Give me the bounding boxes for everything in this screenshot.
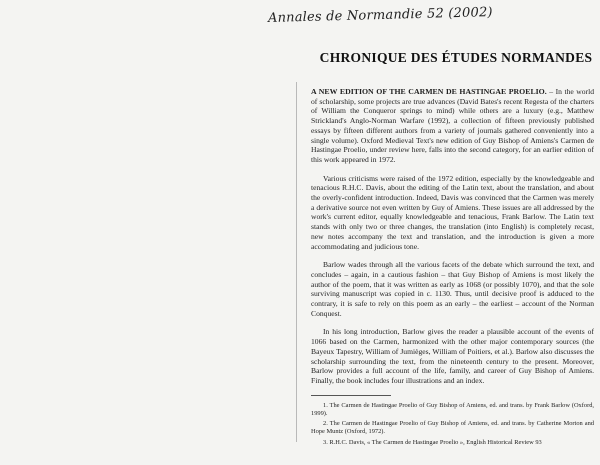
handwritten-citation: Annales de Normandie 52 (2002): [267, 5, 493, 26]
paragraph-2: Various criticisms were raised of the 1972 edition, especially by the knowledgeable and tenacious R.H.C. Davis, about the editing of the Latin text, about the translation, and about the overly-confident introduction. Indeed, Davis was convinced that the Carmen was merely a derivative source not even written by Guy of Amiens. These issues are all addressed by the work's current editor, equally knowledgeable and tenacious, Frank Barlow. The Latin text stands with only two or three changes, the translation (into English) is completely recast, new notes accompany the text and translation, and the introduction is given a more accommodating and judicious tone.: [311, 173, 594, 251]
paragraph-1-text: – In the world of scholarship, some projects are true advances (David Bates's recent Regesta of the charters of William the Conqueror springs to mind) while others are a luxury (e.g., Matthew Strickland's Anglo-Norman Warfare (1992), a collection of fifteen previously published essays by fifteen different authors from a variety of journals gathered conveniently into a single volume). Oxford Medieval Text's new edition of Guy Bishop of Amiens's Carmen de Hastingae Proelio, under review here, falls into the second category, for an earlier edition of this work appeared in 1972.: [311, 87, 594, 164]
article-body: [311, 87, 594, 454]
paragraph-1: [311, 87, 594, 165]
section-lead: A NEW EDITION OF THE CARMEN DE HASTINGAE PROELIO.: [311, 87, 547, 96]
footnote-3: 3. R.H.C. Davis, « The Carmen de Hastingae Proelio », English Historical Review 93: [323, 438, 542, 446]
page-heading: CHRONIQUE DES ÉTUDES NORMANDES: [319, 50, 593, 65]
paragraph-3: Barlow wades through all the various facets of the debate which surround the text, and concludes – again, in a cautious fashion – that Guy Bishop of Amiens is most likely the author of the poem, that it was written as early as 1068 (or possibly 1070), and that the sole surviving manuscript was copied in c. 1130. Thus, until decisive proof is adduced to the contrary, it is safe to rely on this poem as an early – the earliest – account of the Norman Conquest.: [311, 260, 594, 318]
footnote-1: 1. The Carmen de Hastingae Proelio of Guy Bishop of Amiens, ed. and trans. by Frank Barlow (Oxford, 1999).: [311, 401, 594, 417]
margin-line: [296, 82, 297, 442]
paragraph-4: In his long introduction, Barlow gives the reader a plausible account of the events of 1066 based on the Carmen, harmonized with the other major contemporary sources (the Bayeux Tapestry, William of Jumièges, William of Poitiers, et al.). Barlow also discusses the scholarship surrounding the text, from the nineteenth century to the present. Moreover, Barlow provides a full account of the life, family, and career of Guy Bishop of Amiens. Finally, the book includes four illustrations and an index.: [311, 327, 594, 385]
footnote-rule: [311, 395, 391, 396]
footnote-2: 2. The Carmen de Hastingae Proelio of Guy Bishop of Amiens, ed. and trans. by Catherine Morton and Hope Muntz (Oxford, 1972).: [311, 420, 594, 436]
